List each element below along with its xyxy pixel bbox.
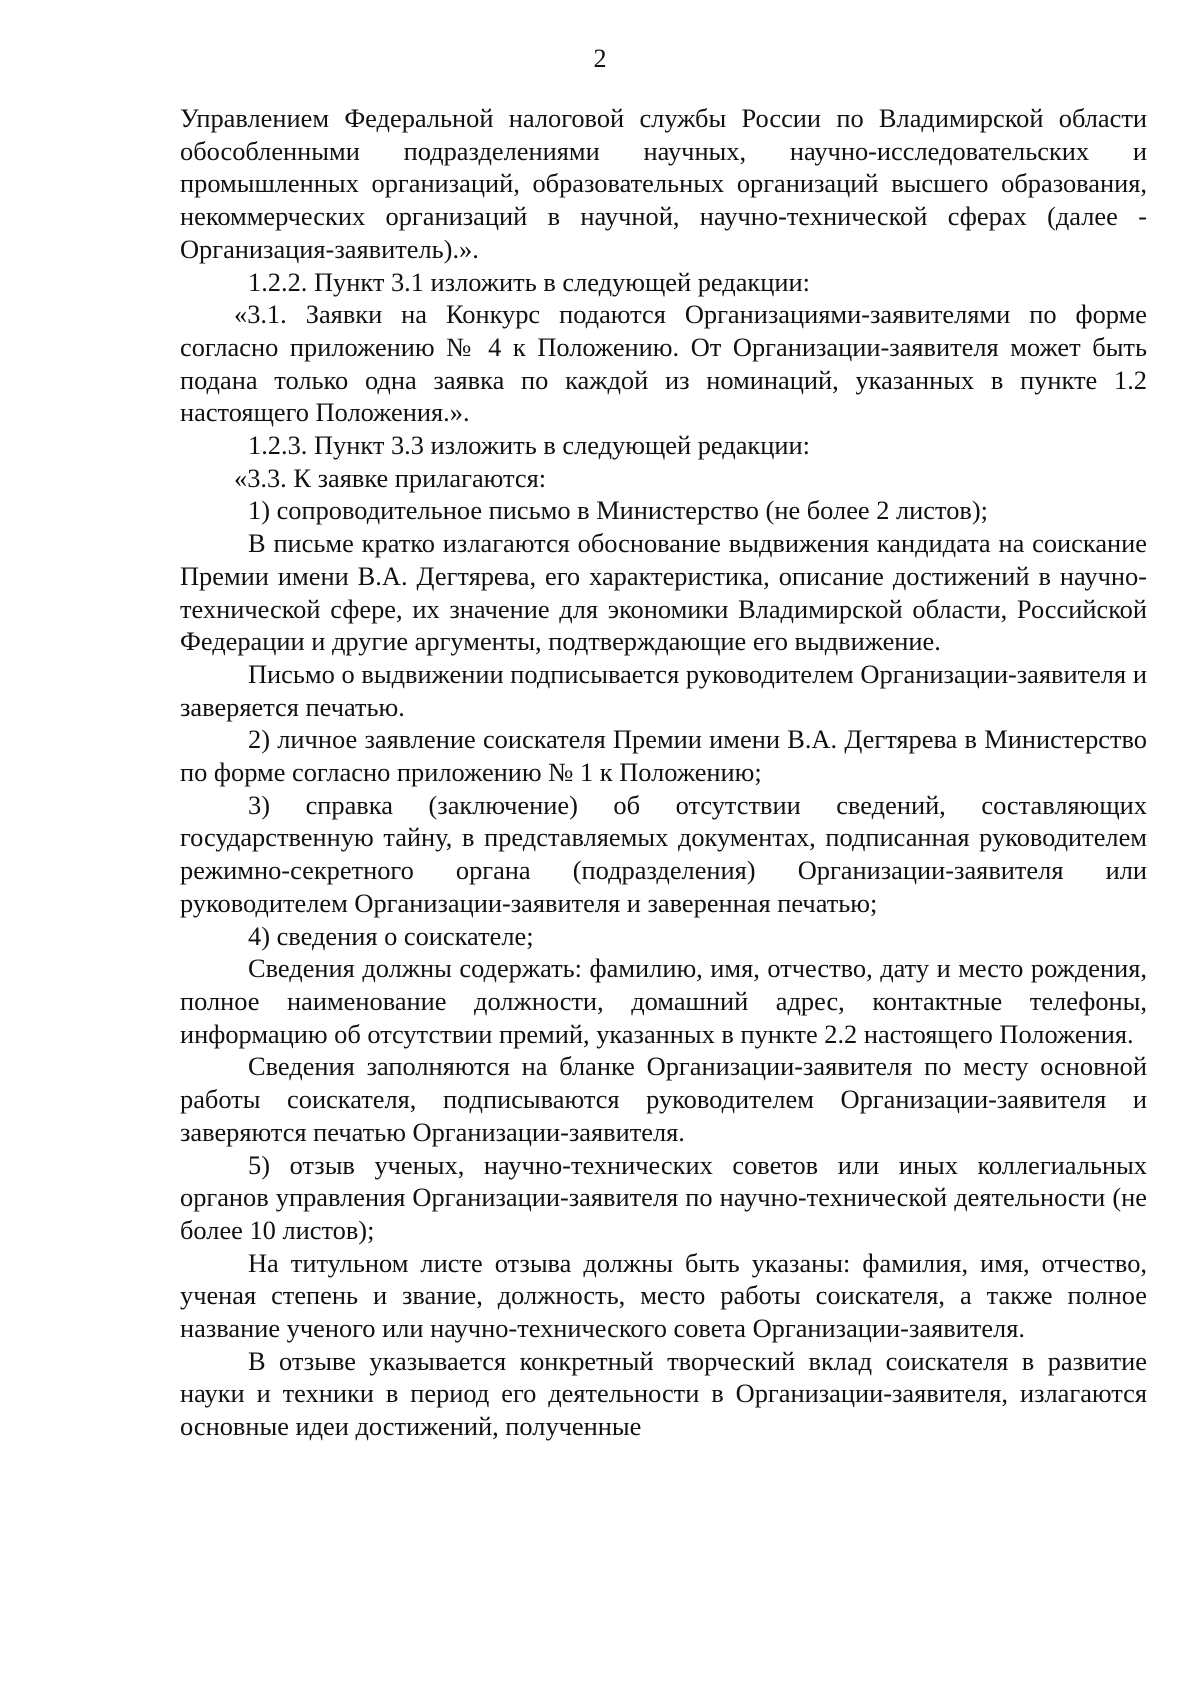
paragraph-item-2: 2) личное заявление соискателя Премии имени В.А. Дегтярева в Министерство по форме согласно приложению № 1 к Положению;	[180, 724, 1147, 788]
paragraph-item-5: 5) отзыв ученых, научно-технических советов или иных коллегиальных органов управления Организации-заявителя по научно-технической деятельности (не более 10 листов);	[180, 1149, 1147, 1245]
paragraph-clause-3-3: «3.3. К заявке прилагаются:	[234, 462, 547, 493]
page-number: 2	[593, 44, 607, 73]
paragraph-item-3: 3) справка (заключение) об отсутствии сведений, составляющих государственную тайну, в представляемых документах, подписанная руководителем режимно-секретного органа (подразделения) Организации-заявителя или руководителем Организации-заявителя и заверенная печатью;	[180, 789, 1147, 918]
paragraph-applicant-info: Сведения должны содержать: фамилию, имя, отчество, дату и место рождения, полное наименование должности, домашний адрес, контактные телефоны, информацию об отсутствии премий, указанных в пункте 2.2 настоящего Положения.	[180, 953, 1147, 1049]
paragraph-letter-signature: Письмо о выдвижении подписывается руководителем Организации-заявителя и заверяется печатью.	[180, 658, 1147, 722]
paragraph-item-1: 1) сопроводительное письмо в Министерство (не более 2 листов);	[248, 495, 988, 526]
paragraph-review-content: В отзыве указывается конкретный творческий вклад соискателя в развитие науки и техники в период его деятельности в Организации-заявителя, излагаются основные идеи достижений, полученные	[180, 1345, 1147, 1442]
paragraph-continuation: Управлением Федеральной налоговой службы России по Владимирской области обособленными подразделениями научных, научно-исследовательских и промышленных организаций, образовательных организаций высшего образования, некоммерческих организаций в научной, научно-технической сферах (далее - Организация-заявитель).».	[180, 103, 1147, 264]
paragraph-applicant-form: Сведения заполняются на бланке Организации-заявителя по месту основной работы соискателя, подписываются руководителем Организации-заявителя и заверяются печатью Организации-заявителя.	[180, 1051, 1147, 1147]
paragraph-review-title: На титульном листе отзыва должны быть указаны: фамилия, имя, отчество, ученая степень и звание, должность, место работы соискателя, а также полное название ученого или научно-технического совета Организации-заявителя.	[180, 1247, 1147, 1344]
paragraph-clause-1-2-2: 1.2.2. Пункт 3.1 изложить в следующей редакции:	[248, 266, 810, 297]
paragraph-letter-content: В письме кратко излагаются обоснование выдвижения кандидата на соискание Премии имени В.А. Дегтярева, его характеристика, описание достижений в научно-технической сфере, их значение для экономики Владимирской области, Российской Федерации и другие аргументы, подтверждающие его выдвижение.	[180, 528, 1147, 657]
paragraph-clause-1-2-3: 1.2.3. Пункт 3.3 изложить в следующей редакции:	[248, 430, 810, 461]
paragraph-item-4: 4) сведения о соискателе;	[248, 920, 534, 951]
document-body	[180, 102, 1147, 1443]
paragraph-clause-3-1: «3.1. Заявки на Конкурс подаются Организациями-заявителями по форме согласно приложению № 4 к Положению. От Организации-заявителя может быть подана только одна заявка по каждой из номинаций, указанных в пункте 1.2 настоящего Положения.».	[180, 299, 1147, 428]
